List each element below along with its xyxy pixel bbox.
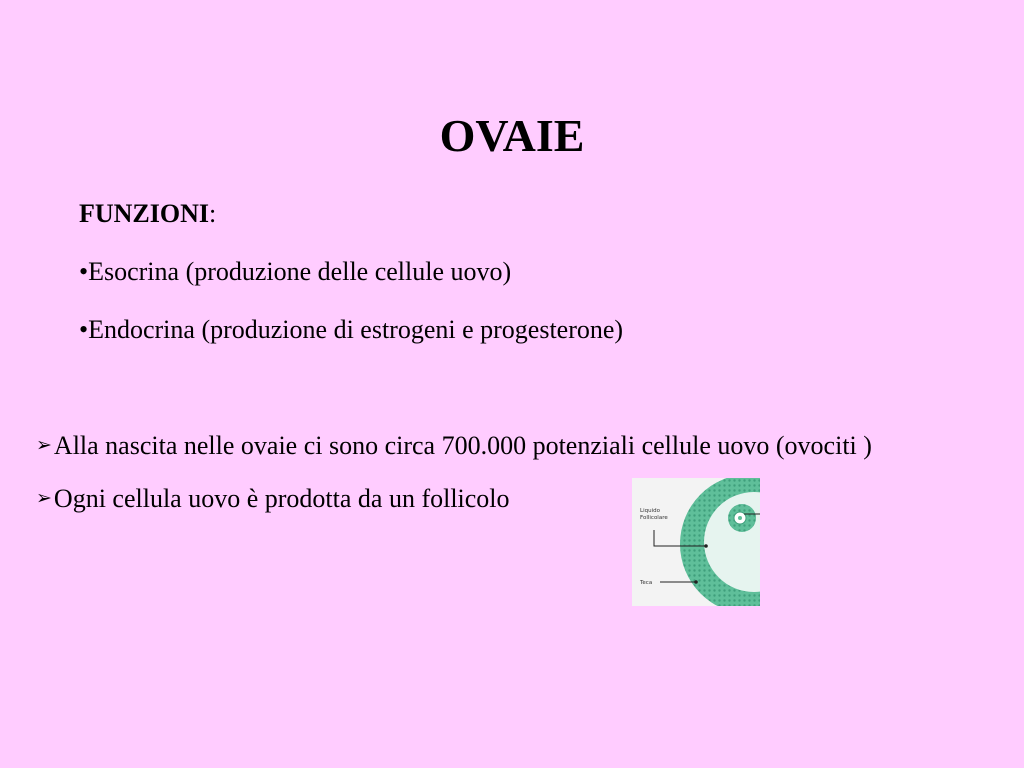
slide-title: OVAIE (439, 110, 585, 161)
function-item-exocrine: •Esocrina (produzione delle cellule uovo) (79, 257, 512, 286)
facts-section (36, 427, 996, 517)
label-follicolare: Follicolare (640, 515, 668, 521)
leader-dot-theca (694, 580, 698, 584)
functions-heading-text: FUNZIONI (79, 199, 210, 228)
label-teca: Teca (640, 580, 653, 586)
fact-text-oocytes: Alla nascita nelle ovaie ci sono circa 700.000 potenziali cellule uovo (ovociti ) (53, 431, 872, 460)
functions-heading (79, 196, 979, 232)
arrow-right-bullet-icon: ➢ (36, 487, 52, 509)
fact-item-oocytes (36, 427, 996, 464)
fact-item-follicle (36, 480, 996, 517)
functions-section (79, 196, 979, 370)
function-item-endocrine: •Endocrina (produzione di estrogeni e progesterone) (79, 315, 624, 344)
oocyte-nucleus (738, 516, 742, 520)
fact-text-follicle: Ogni cellula uovo è prodotta da un follicolo (53, 484, 510, 513)
follicle-illustration (632, 478, 760, 606)
label-liquido: Liquido (640, 508, 660, 514)
follicle-diagram (632, 478, 760, 606)
functions-heading-colon: : (209, 199, 217, 228)
leader-dot-liquid (704, 544, 708, 548)
arrow-right-bullet-icon: ➢ (36, 434, 52, 456)
